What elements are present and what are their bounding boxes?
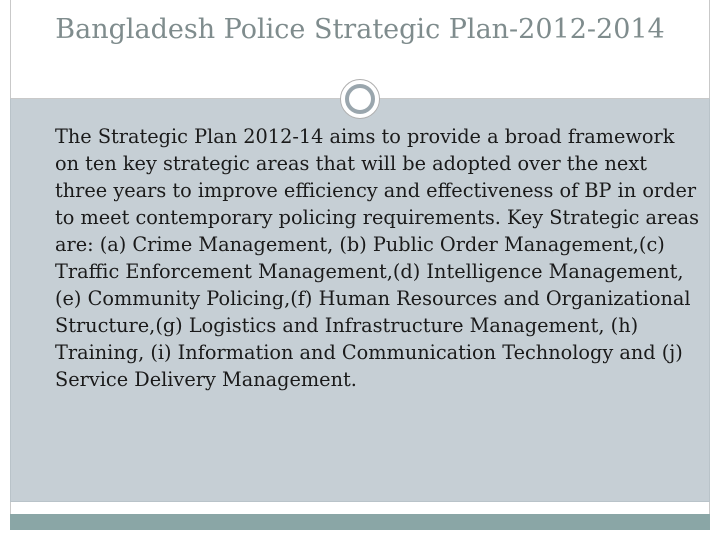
circle-ornament-icon — [340, 79, 380, 119]
bottom-bar — [10, 514, 710, 530]
body-text: The Strategic Plan 2012-14 aims to provide a broad framework on ten key strategic areas that will be adopted over the next three years to improve efficiency and effectiveness of BP in order to meet contemporary policing requirements. Key Strategic areas are: (a) Crime Management, (b) Public Order Management,(c) Traffic Enforcement Management,(d) Intelligence Management,(e) Community Policing,(f) Human Resources and Organizational Structure,(g) Logistics and Infrastructure Management, (h) Training, (i) Information and Communication Technology and (j) Service Delivery Management. — [55, 125, 700, 391]
content-area — [10, 98, 710, 502]
bottom-gap — [10, 502, 710, 514]
slide-title: Bangladesh Police Strategic Plan-2012-2014 — [55, 14, 665, 45]
